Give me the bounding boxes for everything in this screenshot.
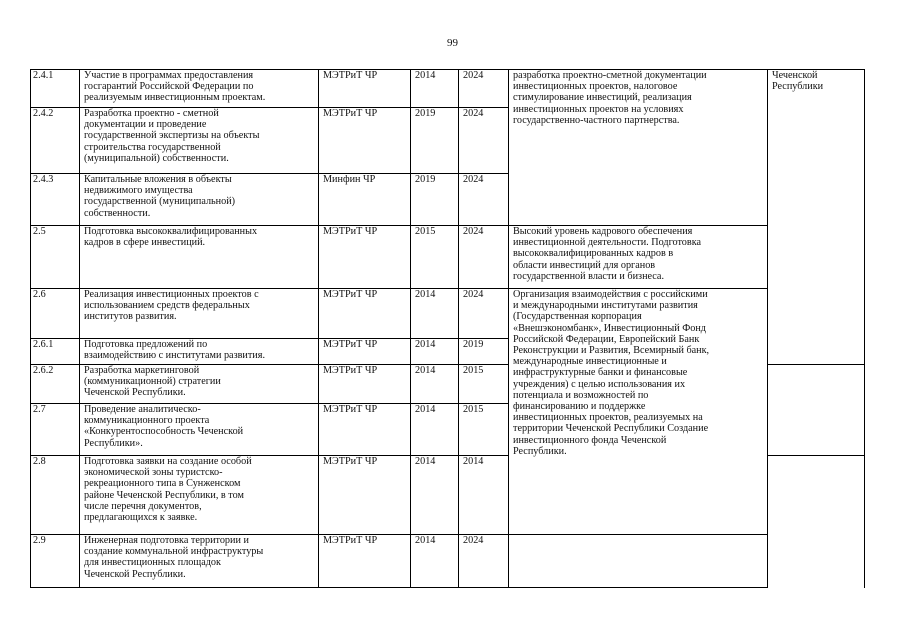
title-line: документации и проведение	[84, 119, 207, 131]
activity-title	[84, 226, 257, 248]
result-line: высококвалифицированных кадров в	[513, 248, 674, 260]
start-year: 2014	[415, 535, 436, 546]
row-number: 2.4.1	[33, 70, 54, 81]
title-line: строительства государственной	[84, 141, 221, 153]
title-line: коммуникационного проекта	[84, 415, 210, 427]
page-number: 99	[447, 37, 458, 49]
title-line: числе перечня документов,	[84, 500, 202, 512]
executor: МЭТРиТ ЧР	[323, 289, 378, 300]
result-line: инвестиционных проектов на условиях	[513, 103, 684, 115]
result-line: учреждения) с целью использования их	[513, 378, 686, 390]
result-line: международные инвестиционные и	[513, 356, 667, 368]
result-cell-3	[513, 289, 709, 457]
activity-title	[84, 535, 263, 580]
executor: МЭТРиТ ЧР	[323, 339, 378, 350]
title-line: Реализация инвестиционных проектов с	[84, 289, 259, 300]
territory-line: Чеченской	[772, 70, 818, 81]
title-line: недвижимого имущества	[84, 185, 193, 197]
executor: МЭТРиТ ЧР	[323, 404, 378, 415]
start-year: 2019	[415, 174, 436, 185]
start-year: 2014	[415, 365, 436, 376]
title-line: Чеченской Республики.	[84, 568, 186, 580]
result-line: государственно-частного партнерства.	[513, 114, 680, 126]
start-year: 2014	[415, 339, 436, 350]
result-line: и международными институтами развития	[513, 300, 698, 312]
executor: МЭТРиТ ЧР	[323, 456, 378, 467]
row-number: 2.9	[33, 535, 46, 546]
activity-title	[84, 456, 252, 523]
end-year: 2024	[463, 289, 484, 300]
activity-title	[84, 70, 265, 104]
row-number: 2.6	[33, 289, 46, 300]
activity-title	[84, 339, 265, 361]
result-line: инвестиционных проектов, налоговое	[513, 81, 678, 93]
result-line: (Государственная корпорация	[513, 311, 642, 323]
start-year: 2019	[415, 108, 436, 119]
title-line: Подготовка предложений по	[84, 339, 208, 350]
result-line: потенциала и возможностей по	[513, 389, 649, 401]
title-line: Участие в программах предоставления	[84, 70, 254, 81]
end-year: 2024	[463, 535, 484, 546]
result-line: Республики.	[513, 445, 567, 457]
end-year: 2015	[463, 404, 484, 415]
title-line: предлагающихся к заявке.	[84, 512, 198, 524]
end-year: 2024	[463, 108, 484, 119]
start-year: 2014	[415, 404, 436, 415]
activity-title	[84, 365, 221, 399]
executor: МЭТРиТ ЧР	[323, 70, 378, 81]
territory-cell	[772, 70, 823, 92]
title-line: использованием средств федеральных	[84, 300, 250, 312]
title-line: собственности.	[84, 207, 151, 219]
executor: МЭТРиТ ЧР	[323, 226, 378, 237]
start-year: 2015	[415, 226, 436, 237]
end-year: 2024	[463, 70, 484, 81]
activity-title	[84, 108, 259, 164]
result-line: Организация взаимодействия с российскими	[513, 289, 708, 300]
result-line: Высокий уровень кадрового обеспечения	[513, 226, 693, 237]
start-year: 2014	[415, 289, 436, 300]
title-line: госгарантий Российской Федерации по	[84, 81, 254, 93]
title-line: государственной экспертизы на объекты	[84, 130, 260, 142]
title-line: институтов развития.	[84, 311, 177, 323]
result-line: «Внешэкономбанк», Инвестиционный Фонд	[513, 322, 706, 334]
row-number: 2.6.2	[33, 365, 54, 376]
result-line: стимулирование инвестиций, реализация	[513, 92, 692, 104]
activity-title	[84, 174, 235, 219]
executor: МЭТРиТ ЧР	[323, 365, 378, 376]
title-line: Проведение аналитическо-	[84, 404, 201, 415]
title-line: реализуемым инвестиционным проектам.	[84, 92, 266, 104]
title-line: экономической зоны туристско-	[84, 467, 223, 479]
row-number: 2.7	[33, 404, 46, 415]
title-line: районе Чеченской Республики, в том	[84, 489, 244, 501]
end-year: 2024	[463, 226, 484, 237]
title-line: Инженерная подготовка территории и	[84, 535, 249, 546]
start-year: 2014	[415, 70, 436, 81]
result-line: области инвестиций для органов	[513, 259, 656, 271]
title-line: Капитальные вложения в объекты	[84, 174, 232, 185]
title-line: Разработка проектно - сметной	[84, 108, 219, 119]
result-line: инвестиционного фонда Чеченской	[513, 434, 667, 446]
title-line: Республики».	[84, 437, 143, 449]
end-year: 2019	[463, 339, 484, 350]
activity-title	[84, 289, 259, 323]
result-line: территории Чеченской Республики Создание	[513, 423, 709, 435]
result-line: финансированию и поддержке	[513, 401, 646, 413]
title-line: взаимодействию с институтами развития.	[84, 350, 265, 362]
result-line: Российской Федерации, Европейский Банк	[513, 333, 700, 345]
title-line: для инвестиционных площадок	[84, 557, 221, 569]
executor: МЭТРиТ ЧР	[323, 535, 378, 546]
title-line: (муниципальной) собственности.	[84, 152, 229, 164]
title-line: Разработка маркетинговой	[84, 365, 200, 376]
start-year: 2014	[415, 456, 436, 467]
title-line: (коммуникационной) стратегии	[84, 376, 221, 388]
result-line: разработка проектно-сметной документации	[513, 70, 707, 81]
row-number: 2.4.2	[33, 108, 54, 119]
activity-title	[84, 404, 243, 449]
end-year: 2024	[463, 174, 484, 185]
result-line: инфраструктурные банки и финансовые	[513, 367, 688, 379]
title-line: создание коммунальной инфраструктуры	[84, 546, 264, 558]
title-line: государственной (муниципальной)	[84, 196, 236, 208]
row-number: 2.6.1	[33, 339, 54, 350]
result-cell-1	[513, 70, 707, 126]
result-line: Реконструкции и Развития, Всемирный банк,	[513, 345, 710, 357]
title-line: Подготовка высококвалифицированных	[84, 226, 258, 237]
title-line: Чеченской Республики.	[84, 387, 186, 399]
end-year: 2014	[463, 456, 484, 467]
title-line: Подготовка заявки на создание особой	[84, 456, 252, 467]
executor: Минфин ЧР	[323, 174, 376, 185]
territory-line: Республики	[772, 81, 824, 93]
title-line: кадров в сфере инвестиций.	[84, 237, 206, 249]
row-number: 2.8	[33, 456, 46, 467]
result-line: инвестиционных проектов, реализуемых на	[513, 412, 703, 424]
row-number: 2.5	[33, 226, 46, 237]
title-line: рекреационного типа в Сунженском	[84, 478, 241, 490]
executor: МЭТРиТ ЧР	[323, 108, 378, 119]
title-line: «Конкурентоспособность Чеченской	[84, 426, 244, 438]
end-year: 2015	[463, 365, 484, 376]
result-cell-2	[513, 226, 701, 282]
result-line: государственной власти и бизнеса.	[513, 270, 665, 282]
row-number: 2.4.3	[33, 174, 54, 185]
result-line: инвестиционной деятельности. Подготовка	[513, 237, 702, 249]
